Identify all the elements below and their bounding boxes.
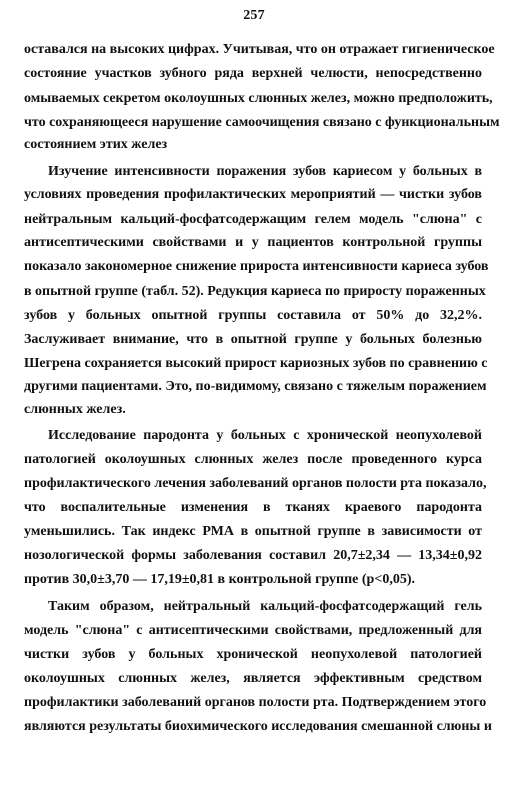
text-line: нейтральным кальций-фосфатсодержащим гелем модель "слюна" с [24,212,482,227]
text-line: зубов у больных опытной группы составила от 50% до 32,2%. [24,308,482,323]
text-line: Заслуживает внимание, что в опытной группе у больных болезнью [24,332,482,347]
text-line: патологией околоушных слюнных желез после проведенного курса [24,452,482,467]
text-line: в опытной группе (табл. 52). Редукция кариеса по приросту пораженных [24,284,486,299]
text-line: Таким образом, нейтральный кальций-фосфатсодержащий гель [48,599,482,614]
text-line: профилактики заболеваний органов полости рта. Подтверждением этого [24,695,487,710]
text-line: нозологической формы заболевания составил 20,7±2,34 — 13,34±0,92 [24,548,482,563]
text-line: профилактического лечения заболеваний органов полости рта показало, [24,476,487,491]
text-line: состоянием этих желез [24,137,168,152]
page-number: 257 [243,8,265,23]
text-line: Исследование пародонта у больных с хронической неопухолевой [48,428,482,443]
text-line: уменьшились. Так индекс РМА в опытной группе в зависимости от [24,524,482,539]
text-line: что сохраняющееся нарушение самоочищения связано с функциональным [24,115,500,130]
text-line: Шегрена сохраняется высокий прирост кариозных зубов по сравнению с [24,356,488,371]
text-line: антисептическими свойствами и у пациентов контрольной группы [24,235,482,250]
text-line: против 30,0±3,70 — 17,19±0,81 в контрольной группе (р<0,05). [24,572,415,587]
text-line: что воспалительные изменения в тканях краевого пародонта [24,500,482,515]
text-line: являются результаты биохимического исследования смешанной слюны и [24,719,492,734]
text-line: околоушных слюнных желез, является эффективным средством [24,671,482,686]
text-line: условиях проведения профилактических мероприятий — чистки зубов [24,187,482,202]
text-line: показало закономерное снижение прироста интенсивности кариеса зубов [24,259,489,274]
text-line: чистки зубов у больных хронической неопухолевой патологией [24,647,482,662]
text-line: состояние участков зубного ряда верхней челюсти, непосредственно [24,66,482,81]
text-line: оставался на высоких цифрах. Учитывая, что он отражает гигиеническое [24,42,495,57]
text-line: другими пациентами. Это, по-видимому, связано с тяжелым поражением [24,379,487,394]
text-line: модель "слюна" с антисептическими свойствами, предложенный для [24,623,482,638]
text-line: слюнных желез. [24,402,126,417]
text-line: омываемых секретом околоушных слюнных желез, можно предположить, [24,91,493,106]
text-line: Изучение интенсивности поражения зубов кариесом у больных в [48,164,482,179]
